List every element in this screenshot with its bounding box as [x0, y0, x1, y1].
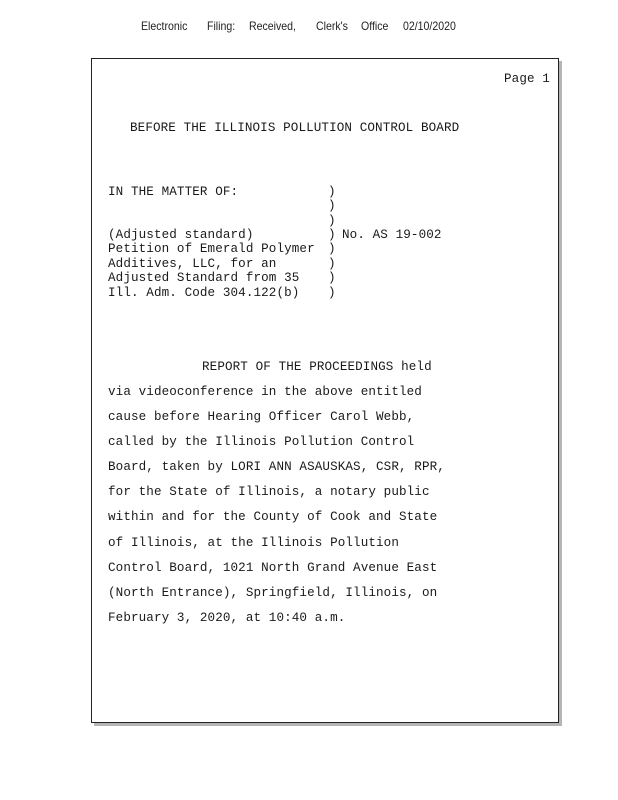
board-title: BEFORE THE ILLINOIS POLLUTION CONTROL BOARD: [130, 121, 460, 135]
transcript-page: [91, 58, 559, 723]
filing-electronic: Electronic: [141, 19, 188, 33]
filing-received: Received,: [249, 19, 296, 33]
page-number: Page 1: [504, 72, 550, 86]
report-line: REPORT OF THE PROCEEDINGS held: [202, 360, 432, 374]
case-number: No. AS 19-002: [342, 228, 442, 242]
report-line: within and for the County of Cook and State: [108, 510, 438, 524]
report-line: for the State of Illinois, a notary public: [108, 485, 430, 499]
caption-paren: ): [328, 257, 336, 271]
caption-line: Adjusted Standard from 35: [108, 271, 300, 285]
caption-line: IN THE MATTER OF:: [108, 185, 239, 199]
caption-paren: ): [328, 242, 336, 256]
report-line: called by the Illinois Pollution Control: [108, 435, 415, 449]
report-line: (North Entrance), Springfield, Illinois, on: [108, 586, 438, 600]
caption-line: Ill. Adm. Code 304.122(b): [108, 286, 300, 300]
report-line: February 3, 2020, at 10:40 a.m.: [108, 611, 346, 625]
caption-paren: ): [328, 228, 336, 242]
report-line: of Illinois, at the Illinois Pollution: [108, 536, 399, 550]
report-line: via videoconference in the above entitled: [108, 385, 422, 399]
caption-paren: ): [328, 214, 336, 228]
filing-date: 02/10/2020: [403, 19, 456, 33]
caption-paren: ): [328, 286, 336, 300]
filing-label: Filing:: [207, 19, 236, 33]
caption-line: (Adjusted standard): [108, 228, 254, 242]
caption-paren: ): [328, 199, 336, 213]
report-line: cause before Hearing Officer Carol Webb,: [108, 410, 415, 424]
report-line: Board, taken by LORI ANN ASAUSKAS, CSR, RPR,: [108, 460, 445, 474]
filing-office: Office: [361, 19, 389, 33]
caption-paren: ): [328, 185, 336, 199]
caption-line: Petition of Emerald Polymer: [108, 242, 315, 256]
caption-line: Additives, LLC, for an: [108, 257, 277, 271]
caption-paren: ): [328, 271, 336, 285]
report-line: Control Board, 1021 North Grand Avenue East: [108, 561, 438, 575]
filing-clerks: Clerk's: [316, 19, 348, 33]
